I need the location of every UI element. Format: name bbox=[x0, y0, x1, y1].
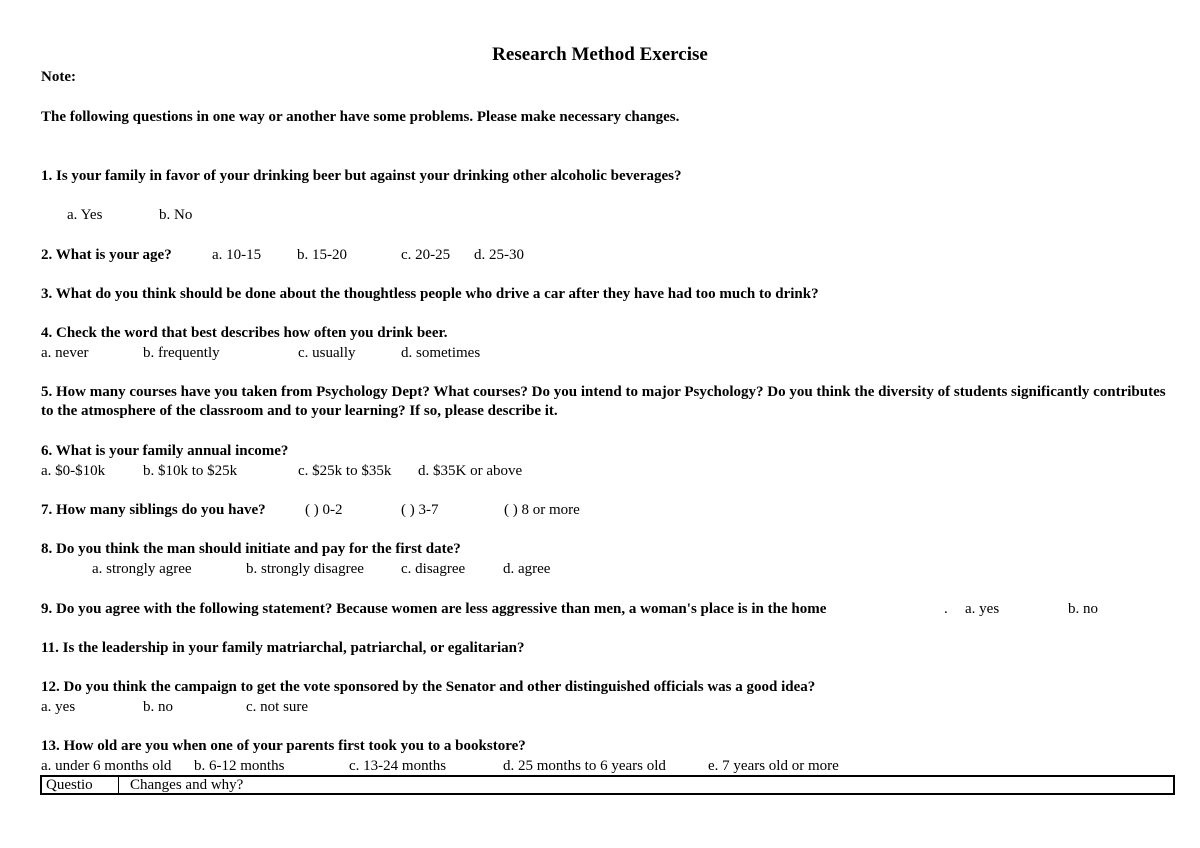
question-12-option-b: b. no bbox=[143, 699, 173, 715]
table-header-changes: Changes and why? bbox=[130, 777, 244, 793]
question-7-option-2: ( ) 3-7 bbox=[401, 502, 439, 518]
question-8-option-c: c. disagree bbox=[401, 561, 466, 577]
question-13-option-b: b. 6-12 months bbox=[194, 758, 285, 774]
question-4-option-b: b. frequently bbox=[143, 345, 220, 361]
question-8-option-b: b. strongly disagree bbox=[246, 561, 364, 577]
question-5: 5. How many courses have you taken from Psychology Dept? What courses? Do you intend to major Psychology? Do you think the diversity of students significantly contributes to the atmosphere of the classroom and to your learning? If so, please describe it. bbox=[41, 384, 1166, 419]
answer-table bbox=[40, 775, 1175, 795]
question-6-option-c: c. $25k to $35k bbox=[298, 463, 392, 479]
question-7-option-1: ( ) 0-2 bbox=[305, 502, 343, 518]
question-1: 1. Is your family in favor of your drinking beer but against your drinking other alcoholic beverages? bbox=[41, 168, 682, 184]
question-4: 4. Check the word that best describes how often you drink beer. bbox=[41, 325, 448, 341]
page-title: Research Method Exercise bbox=[492, 44, 708, 65]
question-6: 6. What is your family annual income? bbox=[41, 443, 289, 459]
question-11: 11. Is the leadership in your family matriarchal, patriarchal, or egalitarian? bbox=[41, 640, 525, 656]
question-9-option-b: b. no bbox=[1068, 601, 1098, 617]
question-12-option-a: a. yes bbox=[41, 699, 76, 715]
question-2-option-c: c. 20-25 bbox=[401, 247, 451, 263]
question-8-option-d: d. agree bbox=[503, 561, 551, 577]
question-12: 12. Do you think the campaign to get the vote sponsored by the Senator and other distinguished officials was a good idea? bbox=[41, 679, 816, 695]
question-13: 13. How old are you when one of your parents first took you to a bookstore? bbox=[41, 738, 526, 754]
question-4-option-d: d. sometimes bbox=[401, 345, 481, 361]
question-9-option-a: a. yes bbox=[965, 601, 1000, 617]
question-9: 9. Do you agree with the following statement? Because women are less aggressive than men, a woman's place is in the home bbox=[41, 601, 827, 617]
question-13-option-d: d. 25 months to 6 years old bbox=[503, 758, 666, 774]
note-label: Note: bbox=[41, 69, 76, 85]
question-7: 7. How many siblings do you have? bbox=[41, 502, 266, 518]
instructions: The following questions in one way or another have some problems. Please make necessary changes. bbox=[41, 109, 680, 125]
question-13-option-c: c. 13-24 months bbox=[349, 758, 447, 774]
question-1-option-b: b. No bbox=[159, 207, 193, 223]
question-7-option-3: ( ) 8 or more bbox=[504, 502, 580, 518]
question-2-option-b: b. 15-20 bbox=[297, 247, 347, 263]
question-2-option-a: a. 10-15 bbox=[212, 247, 262, 263]
question-4-option-c: c. usually bbox=[298, 345, 356, 361]
question-9-period: . bbox=[944, 601, 948, 617]
question-8-option-a: a. strongly agree bbox=[92, 561, 192, 577]
question-1-option-a: a. Yes bbox=[67, 207, 103, 223]
question-6-option-d: d. $35K or above bbox=[418, 463, 523, 479]
question-13-option-e: e. 7 years old or more bbox=[708, 758, 839, 774]
question-6-option-b: b. $10k to $25k bbox=[143, 463, 238, 479]
question-3: 3. What do you think should be done about the thoughtless people who drive a car after they have had too much to drink? bbox=[41, 286, 819, 302]
table-header-question: Questio bbox=[42, 777, 119, 793]
question-6-option-a: a. $0-$10k bbox=[41, 463, 106, 479]
question-2-option-d: d. 25-30 bbox=[474, 247, 524, 263]
question-2: 2. What is your age? bbox=[41, 247, 172, 263]
question-13-option-a: a. under 6 months old bbox=[41, 758, 172, 774]
question-8: 8. Do you think the man should initiate and pay for the first date? bbox=[41, 541, 461, 557]
question-12-option-c: c. not sure bbox=[246, 699, 309, 715]
question-4-option-a: a. never bbox=[41, 345, 89, 361]
